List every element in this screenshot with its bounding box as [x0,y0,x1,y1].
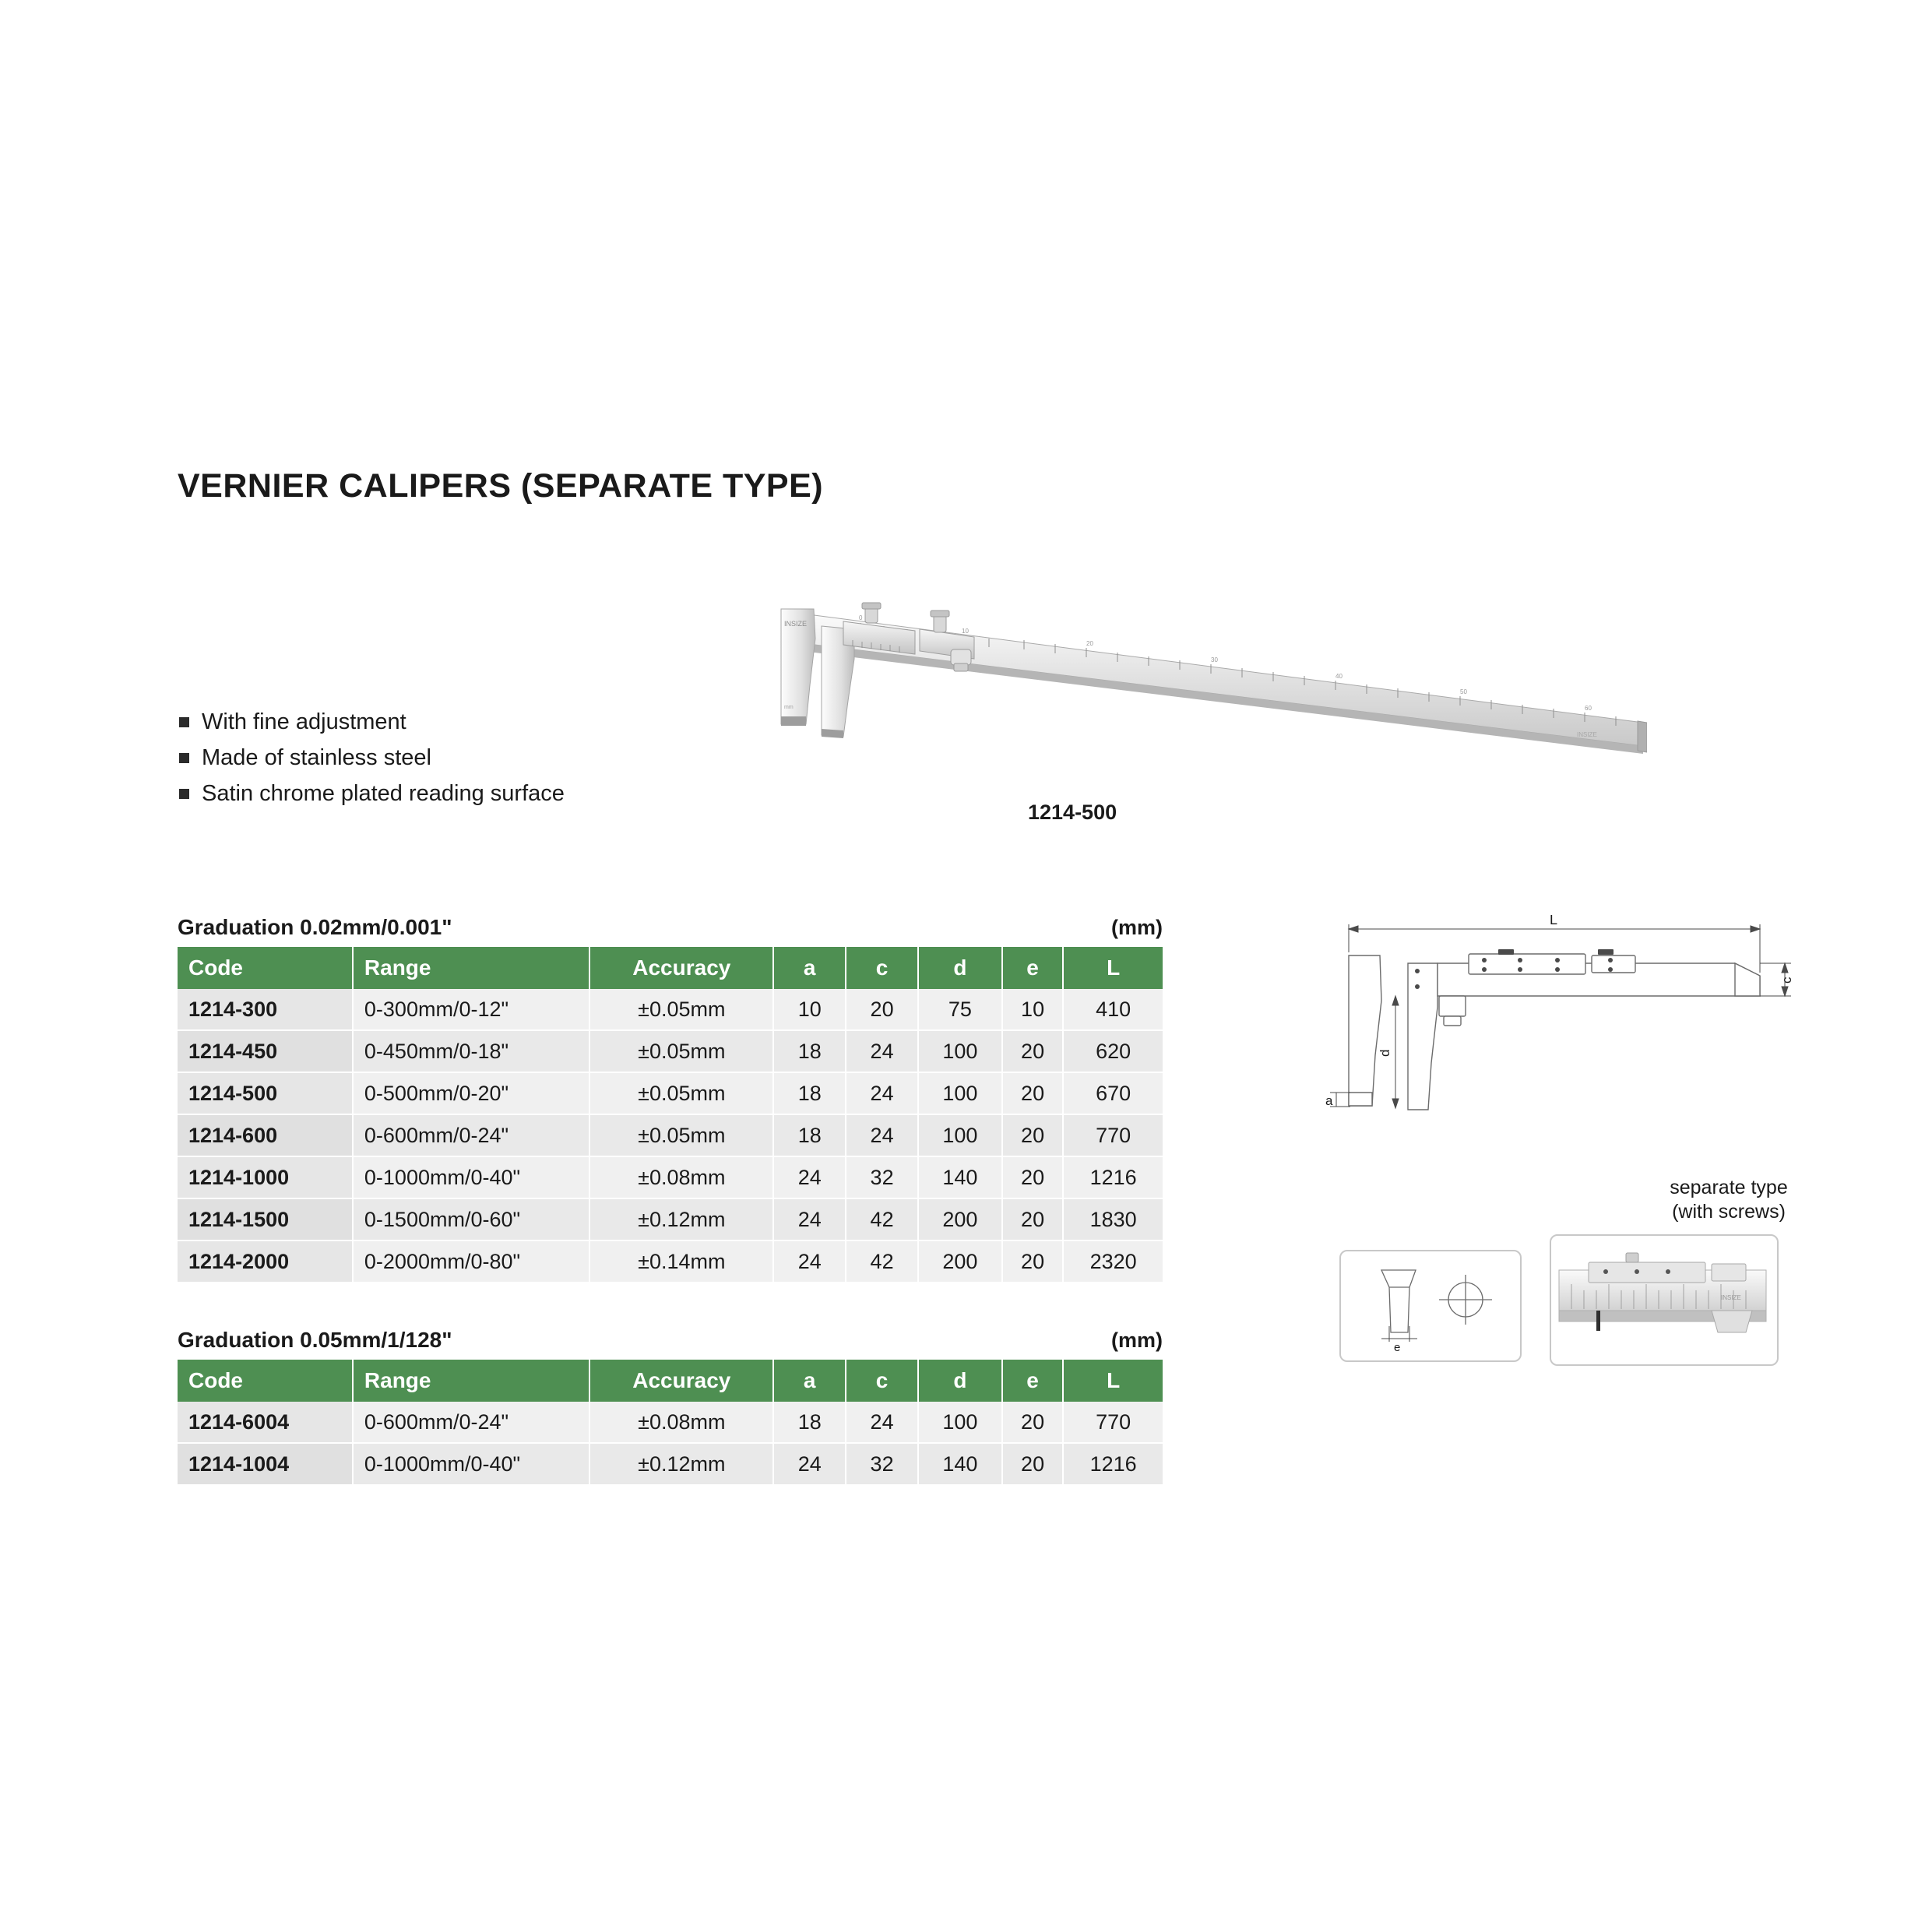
spec-table-1 [178,947,1163,1283]
column-header-a: a [773,947,846,989]
column-header-c: c [846,947,918,989]
cell-accuracy: ±0.05mm [589,989,773,1030]
cell-l: 1216 [1063,1156,1163,1198]
svg-text:30: 30 [1211,656,1218,663]
table-header-row [178,1360,1163,1402]
jaw-tip-detail-drawing [1341,1251,1517,1357]
table-row [178,1072,1163,1114]
cell-accuracy: ±0.12mm [589,1198,773,1240]
cell-range: 0-300mm/0-12" [353,989,589,1030]
dimension-label-L: L [1550,915,1558,927]
cell-c: 24 [846,1072,918,1114]
feature-label: With fine adjustment [202,709,406,734]
cell-l: 620 [1063,1030,1163,1072]
list-item [179,746,724,771]
square-bullet-icon [179,753,189,763]
caliper-dimension-drawing [1324,915,1807,1172]
cell-a: 18 [773,1114,846,1156]
svg-text:0: 0 [859,614,863,621]
column-header-code: Code [178,947,353,989]
separate-type-photo [1551,1236,1774,1361]
table-row [178,1030,1163,1072]
table-row [178,989,1163,1030]
svg-text:50: 50 [1460,688,1467,695]
dimension-label-c: c [1779,977,1794,984]
cell-c: 42 [846,1198,918,1240]
detail-thumbnail-e [1339,1250,1522,1362]
cell-code: 1214-6004 [178,1402,353,1443]
cell-l: 1830 [1063,1198,1163,1240]
table-row [178,1402,1163,1443]
cell-e: 20 [1002,1240,1063,1283]
cell-d: 100 [918,1402,1002,1443]
column-header-accuracy: Accuracy [589,947,773,989]
cell-range: 0-600mm/0-24" [353,1402,589,1443]
cell-range: 0-1500mm/0-60" [353,1198,589,1240]
separate-type-thumbnail [1550,1234,1779,1366]
product-photo-caption: 1214-500 [1028,801,1117,824]
svg-text:INSIZE: INSIZE [1577,731,1597,738]
cell-accuracy: ±0.05mm [589,1114,773,1156]
cell-a: 10 [773,989,846,1030]
cell-d: 100 [918,1114,1002,1156]
cell-range: 0-1000mm/0-40" [353,1443,589,1485]
table-row [178,1114,1163,1156]
table-header-row [178,947,1163,989]
cell-code: 1214-2000 [178,1240,353,1283]
svg-text:20: 20 [1086,640,1093,647]
cell-accuracy: ±0.08mm [589,1156,773,1198]
column-header-e: e [1002,1360,1063,1402]
cell-code: 1214-450 [178,1030,353,1072]
cell-e: 20 [1002,1198,1063,1240]
cell-range: 0-450mm/0-18" [353,1030,589,1072]
column-header-range: Range [353,947,589,989]
cell-a: 24 [773,1240,846,1283]
table-row [178,1240,1163,1283]
cell-d: 200 [918,1240,1002,1283]
cell-l: 770 [1063,1402,1163,1443]
table-row [178,1443,1163,1485]
cell-c: 42 [846,1240,918,1283]
cell-d: 140 [918,1156,1002,1198]
cell-range: 0-600mm/0-24" [353,1114,589,1156]
cell-e: 20 [1002,1072,1063,1114]
dimension-label-a: a [1325,1093,1333,1108]
dimension-label-e: e [1394,1341,1401,1354]
column-header-code: Code [178,1360,353,1402]
table-1-heading [178,915,1163,940]
column-header-d: d [918,1360,1002,1402]
svg-text:10: 10 [962,628,969,635]
cell-a: 24 [773,1198,846,1240]
cell-e: 20 [1002,1156,1063,1198]
feature-list [179,710,724,818]
cell-code: 1214-1000 [178,1156,353,1198]
list-item [179,782,724,807]
cell-l: 770 [1063,1114,1163,1156]
list-item [179,710,724,735]
spec-table-block-1 [178,915,1163,1283]
caption-line-2: (with screws) [1672,1201,1786,1223]
cell-c: 24 [846,1030,918,1072]
cell-code: 1214-1004 [178,1443,353,1485]
column-header-d: d [918,947,1002,989]
vernier-caliper-illustration [767,592,1647,794]
svg-text:40: 40 [1336,673,1343,680]
feature-label: Made of stainless steel [202,744,431,770]
cell-c: 32 [846,1156,918,1198]
cell-a: 18 [773,1402,846,1443]
cell-code: 1214-1500 [178,1198,353,1240]
cell-e: 20 [1002,1030,1063,1072]
table-row [178,1156,1163,1198]
product-photo [767,592,1647,794]
cell-code: 1214-600 [178,1114,353,1156]
column-header-a: a [773,1360,846,1402]
cell-l: 670 [1063,1072,1163,1114]
svg-text:INSIZE: INSIZE [1721,1294,1741,1301]
feature-label: Satin chrome plated reading surface [202,780,565,806]
cell-accuracy: ±0.05mm [589,1072,773,1114]
cell-d: 140 [918,1443,1002,1485]
square-bullet-icon [179,789,189,799]
svg-text:mm: mm [784,705,794,710]
cell-accuracy: ±0.12mm [589,1443,773,1485]
column-header-range: Range [353,1360,589,1402]
cell-code: 1214-300 [178,989,353,1030]
unit-label: (mm) [1111,1328,1163,1352]
cell-e: 10 [1002,989,1063,1030]
unit-label: (mm) [1111,916,1163,939]
cell-accuracy: ±0.05mm [589,1030,773,1072]
cell-a: 24 [773,1156,846,1198]
graduation-label: Graduation 0.02mm/0.001" [178,915,452,939]
table-row [178,1198,1163,1240]
cell-a: 24 [773,1443,846,1485]
column-header-c: c [846,1360,918,1402]
dimension-diagram [1324,915,1807,1172]
column-header-accuracy: Accuracy [589,1360,773,1402]
cell-c: 32 [846,1443,918,1485]
separate-type-caption [1604,1176,1853,1225]
cell-accuracy: ±0.08mm [589,1402,773,1443]
cell-range: 0-2000mm/0-80" [353,1240,589,1283]
column-header-l: L [1063,1360,1163,1402]
cell-e: 20 [1002,1443,1063,1485]
cell-accuracy: ±0.14mm [589,1240,773,1283]
page-title: VERNIER CALIPERS (SEPARATE TYPE) [178,467,824,505]
graduation-label: Graduation 0.05mm/1/128" [178,1328,452,1352]
cell-range: 0-500mm/0-20" [353,1072,589,1114]
cell-d: 100 [918,1030,1002,1072]
cell-c: 24 [846,1402,918,1443]
cell-a: 18 [773,1030,846,1072]
cell-d: 75 [918,989,1002,1030]
cell-d: 200 [918,1198,1002,1240]
cell-e: 20 [1002,1114,1063,1156]
caption-line-1: separate type [1670,1177,1788,1198]
column-header-l: L [1063,947,1163,989]
cell-d: 100 [918,1072,1002,1114]
spec-table-block-2 [178,1328,1163,1486]
cell-code: 1214-500 [178,1072,353,1114]
dimension-label-d: d [1378,1049,1392,1057]
cell-l: 410 [1063,989,1163,1030]
cell-c: 20 [846,989,918,1030]
brand-mark: INSIZE [784,620,808,628]
svg-text:60: 60 [1585,705,1592,712]
square-bullet-icon [179,717,189,727]
table-2-heading [178,1328,1163,1353]
cell-l: 1216 [1063,1443,1163,1485]
column-header-e: e [1002,947,1063,989]
cell-a: 18 [773,1072,846,1114]
cell-c: 24 [846,1114,918,1156]
spec-table-2 [178,1360,1163,1486]
cell-l: 2320 [1063,1240,1163,1283]
cell-e: 20 [1002,1402,1063,1443]
cell-range: 0-1000mm/0-40" [353,1156,589,1198]
